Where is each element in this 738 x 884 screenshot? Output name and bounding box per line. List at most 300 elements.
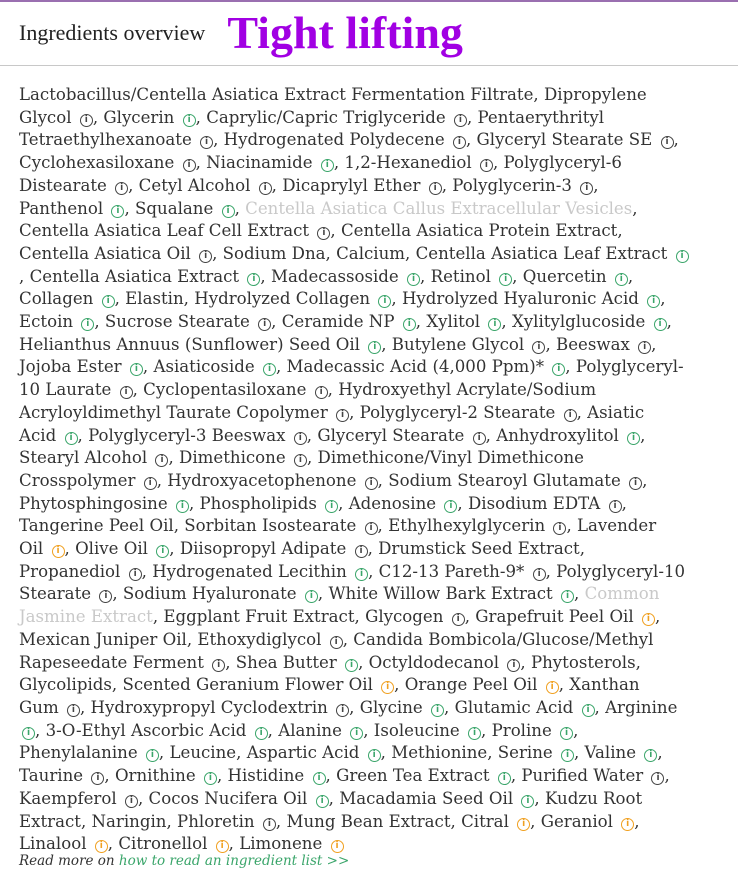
ingredient-item[interactable]	[339, 789, 534, 808]
ingredient-item[interactable]	[282, 176, 442, 195]
info-icon[interactable]: i	[130, 363, 143, 376]
info-icon[interactable]: i	[255, 727, 268, 740]
ingredient-name[interactable]: Anhydroxylitol	[496, 425, 619, 445]
ingredient-name[interactable]: Dipropylene Glycol	[19, 85, 647, 127]
info-icon[interactable]: i	[115, 182, 128, 195]
info-icon[interactable]: i	[647, 295, 660, 308]
ingredient-name[interactable]: Glyceryl Stearate	[317, 425, 465, 445]
ingredient-item[interactable]	[19, 199, 124, 218]
ingredient-name[interactable]: Propanediol	[19, 561, 121, 581]
info-icon[interactable]: i	[638, 341, 651, 354]
ingredient-name[interactable]: Sodium Dna	[222, 243, 326, 263]
ingredient-name[interactable]: Ornithine	[114, 766, 196, 786]
ingredient-name[interactable]: Naringin	[91, 811, 167, 831]
ingredient-name[interactable]: Centella Asiatica Leaf Extract	[415, 243, 668, 263]
ingredient-item[interactable]	[19, 221, 330, 240]
info-icon[interactable]: i	[183, 114, 196, 127]
ingredient-name[interactable]: Asiatic Acid	[19, 402, 645, 445]
ingredient-item[interactable]	[360, 698, 444, 717]
ingredient-item[interactable]	[391, 743, 487, 762]
ingredient-item[interactable]	[541, 812, 634, 831]
ingredient-name[interactable]: Drumstick Seed Extract	[378, 539, 580, 559]
ingredient-name[interactable]: Purified Water	[521, 766, 644, 786]
info-icon[interactable]: i	[561, 590, 574, 603]
ingredient-item[interactable]	[369, 653, 521, 672]
ingredient-name[interactable]: Arginine	[605, 697, 678, 717]
ingredient-name[interactable]: Hydroxyacetophenone	[167, 470, 357, 490]
info-icon[interactable]: i	[22, 727, 35, 740]
ingredient-name[interactable]: Glycine	[359, 697, 423, 717]
ingredient-item[interactable]	[197, 630, 342, 649]
ingredient-item[interactable]	[461, 812, 530, 831]
ingredient-item[interactable]	[271, 267, 420, 286]
ingredient-name[interactable]: Polyglyceryl-10 Stearate	[19, 561, 686, 604]
ingredient-name[interactable]: Methionine	[391, 743, 488, 763]
ingredient-name[interactable]: Sodium Stearoyl Glutamate	[388, 470, 621, 490]
ingredient-name[interactable]: Cocos Nucifera Oil	[148, 788, 308, 808]
info-icon[interactable]: i	[499, 273, 512, 286]
ingredient-name[interactable]: 1,2-Hexanediol	[344, 153, 472, 173]
info-icon[interactable]: i	[468, 727, 481, 740]
ingredient-name[interactable]: Octyldodecanol	[368, 652, 500, 672]
info-icon[interactable]: i	[521, 795, 534, 808]
ingredient-name[interactable]: Taurine	[19, 766, 84, 786]
ingredient-name[interactable]: Lavender Oil	[19, 516, 657, 559]
info-icon[interactable]: i	[651, 772, 664, 785]
ingredient-item[interactable]	[521, 766, 664, 785]
ingredient-item[interactable]	[512, 312, 667, 331]
ingredient-name[interactable]: Butylene Glycol	[391, 334, 525, 354]
ingredient-item[interactable]	[19, 244, 212, 263]
ingredient-name[interactable]: Centella Asiatica Protein Extract	[340, 221, 618, 241]
ingredient-name[interactable]: Mung Bean Extract	[286, 811, 451, 831]
ingredient-item[interactable]	[228, 766, 326, 785]
info-icon[interactable]: i	[488, 318, 501, 331]
ingredient-name[interactable]: Lactobacillus/Centella Asiatica Extract Fermentation Filtrate	[19, 85, 534, 104]
ingredient-item[interactable]	[75, 539, 169, 558]
ingredient-item[interactable]	[19, 562, 142, 581]
info-icon[interactable]: i	[365, 522, 378, 535]
ingredient-name[interactable]: Isoleucine	[373, 720, 460, 740]
ingredient-item[interactable]	[19, 630, 187, 649]
ingredient-item[interactable]	[19, 789, 138, 808]
info-icon[interactable]: i	[247, 273, 260, 286]
ingredient-name[interactable]: Dimethicone/Vinyl Dimethicone Crosspolymer	[19, 448, 584, 490]
ingredient-name[interactable]: Dicaprylyl Ether	[282, 175, 421, 195]
ingredient-item[interactable]	[236, 653, 358, 672]
info-icon[interactable]: i	[621, 818, 634, 831]
info-icon[interactable]: i	[331, 840, 344, 853]
ingredient-item[interactable]	[163, 607, 354, 626]
ingredient-name[interactable]: Sucrose Stearate	[104, 312, 250, 332]
ingredient-name[interactable]: Ethoxydiglycol	[197, 629, 322, 649]
ingredient-name[interactable]: Hydrolyzed Hyaluronic Acid	[401, 289, 639, 309]
ingredient-name[interactable]: Valine	[584, 743, 637, 763]
info-icon[interactable]: i	[321, 159, 334, 172]
ingredient-item[interactable]	[452, 176, 593, 195]
ingredient-item[interactable]	[477, 130, 674, 149]
ingredient-item[interactable]	[88, 426, 307, 445]
info-icon[interactable]: i	[452, 613, 465, 626]
ingredient-name[interactable]: Geraniol	[540, 811, 613, 831]
ingredient-item[interactable]	[19, 494, 189, 513]
ingredient-name[interactable]: Ceramide NP	[281, 312, 395, 332]
info-icon[interactable]: i	[561, 749, 574, 762]
ingredient-name[interactable]: Cyclopentasiloxane	[143, 380, 307, 400]
ingredient-item[interactable]	[523, 267, 628, 286]
info-icon[interactable]: i	[111, 205, 124, 218]
info-icon[interactable]: i	[480, 159, 493, 172]
ingredient-item[interactable]	[492, 721, 574, 740]
info-icon[interactable]: i	[345, 659, 358, 672]
ingredient-name[interactable]: Candida Bombicola/Glucose/Methyl Rapeseedate Ferment	[19, 629, 654, 672]
ingredient-name[interactable]: Mexican Juniper Oil	[19, 629, 187, 649]
ingredient-name[interactable]: Glycogen	[365, 607, 444, 627]
ingredient-name[interactable]: Polyglyceryl-3 Beeswax	[88, 425, 286, 445]
ingredient-item[interactable]	[19, 516, 174, 535]
ingredient-name[interactable]: Hydrolyzed Collagen	[194, 289, 371, 309]
ingredient-name[interactable]: Glyceryl Stearate SE	[476, 130, 653, 150]
info-icon[interactable]: i	[91, 772, 104, 785]
ingredient-name[interactable]: Xanthan Gum	[19, 675, 640, 717]
ingredient-name[interactable]: Ectoin	[19, 312, 74, 332]
info-icon[interactable]: i	[453, 136, 466, 149]
ingredient-name[interactable]: Asiaticoside	[153, 357, 255, 377]
ingredient-name[interactable]: Centella Asiatica Leaf Cell Extract	[19, 221, 310, 241]
info-icon[interactable]: i	[350, 727, 363, 740]
ingredient-name[interactable]: Proline	[491, 720, 552, 740]
ingredient-item[interactable]	[431, 267, 513, 286]
info-icon[interactable]: i	[473, 432, 486, 445]
info-icon[interactable]: i	[336, 704, 349, 717]
ingredient-name[interactable]: Polyglyceryl-10 Laurate	[19, 357, 684, 400]
ingredient-item[interactable]	[282, 312, 416, 331]
ingredient-name[interactable]: Phospholipids	[199, 493, 317, 513]
ingredient-name[interactable]: Hydroxyethyl Acrylate/Sodium Acryloyldimethyl Taurate Copolymer	[19, 380, 597, 422]
ingredient-name[interactable]: Kudzu Root Extract	[19, 788, 643, 831]
ingredient-item[interactable]	[585, 743, 658, 762]
ingredient-name[interactable]: Green Tea Extract	[336, 766, 490, 786]
info-icon[interactable]: i	[156, 545, 169, 558]
info-icon[interactable]: i	[661, 136, 674, 149]
ingredient-item[interactable]	[123, 584, 318, 603]
info-icon[interactable]: i	[263, 363, 276, 376]
info-icon[interactable]: i	[454, 114, 467, 127]
ingredient-item[interactable]	[143, 380, 328, 399]
ingredient-list-guide-link[interactable]: how to read an ingredient list >>	[118, 853, 350, 869]
info-icon[interactable]: i	[216, 840, 229, 853]
info-icon[interactable]: i	[81, 318, 94, 331]
ingredient-item[interactable]	[328, 584, 574, 603]
ingredient-name[interactable]: Leucine	[169, 743, 237, 763]
ingredient-item[interactable]	[365, 607, 465, 626]
info-icon[interactable]: i	[582, 704, 595, 717]
ingredient-name[interactable]: 3-O-Ethyl Ascorbic Acid	[45, 720, 247, 740]
ingredient-name[interactable]: Beeswax	[556, 334, 630, 354]
ingredient-name[interactable]: Adenosine	[348, 493, 437, 513]
ingredient-item[interactable]	[19, 312, 94, 331]
ingredient-name[interactable]: Madecassoside	[270, 266, 399, 286]
ingredient-name[interactable]: Squalane	[135, 198, 214, 218]
ingredient-name[interactable]: Macadamia Seed Oil	[339, 788, 514, 808]
ingredient-name[interactable]: Niacinamide	[206, 153, 313, 173]
ingredient-item[interactable]	[286, 812, 450, 831]
info-icon[interactable]: i	[615, 273, 628, 286]
ingredient-name[interactable]: Calcium	[336, 243, 406, 263]
info-icon[interactable]: i	[315, 386, 328, 399]
ingredient-name[interactable]: Olive Oil	[75, 539, 148, 559]
info-icon[interactable]: i	[316, 795, 329, 808]
ingredient-name[interactable]: Stearyl Alcohol	[19, 448, 148, 468]
info-icon[interactable]: i	[102, 295, 115, 308]
ingredient-name[interactable]: Polyglyceryl-2 Stearate	[359, 402, 556, 422]
ingredient-item[interactable]	[19, 448, 168, 467]
ingredient-name[interactable]: Limonene	[239, 834, 323, 854]
ingredient-name[interactable]: Disodium EDTA	[467, 493, 601, 513]
info-icon[interactable]: i	[560, 727, 573, 740]
info-icon[interactable]: i	[429, 182, 442, 195]
ingredient-item[interactable]	[206, 153, 334, 172]
ingredient-item[interactable]	[135, 199, 235, 218]
ingredient-item[interactable]	[105, 312, 271, 331]
info-icon[interactable]: i	[176, 500, 189, 513]
ingredient-name[interactable]: Phytosterols	[530, 652, 636, 672]
ingredient-name[interactable]: White Willow Bark Extract	[328, 584, 553, 604]
ingredient-name[interactable]: Grapefruit Peel Oil	[475, 607, 634, 627]
ingredient-item[interactable]	[392, 335, 546, 354]
ingredient-name[interactable]: Phytosphingosine	[19, 493, 168, 513]
info-icon[interactable]: i	[146, 749, 159, 762]
ingredient-item[interactable]	[531, 653, 636, 672]
info-icon[interactable]: i	[259, 182, 272, 195]
ingredient-item[interactable]	[19, 834, 108, 853]
info-icon[interactable]: i	[507, 659, 520, 672]
ingredient-item[interactable]	[194, 289, 391, 308]
ingredient-name[interactable]: Linalool	[19, 834, 87, 854]
info-icon[interactable]: i	[609, 500, 622, 513]
ingredient-item[interactable]	[496, 426, 640, 445]
ingredient-item[interactable]	[179, 448, 307, 467]
ingredient-name[interactable]: Histidine	[227, 766, 305, 786]
info-icon[interactable]: i	[532, 341, 545, 354]
ingredient-name[interactable]: Phenylalanine	[19, 743, 138, 763]
info-icon[interactable]: i	[95, 840, 108, 853]
ingredient-name[interactable]: Eggplant Fruit Extract	[163, 607, 355, 627]
info-icon[interactable]: i	[183, 159, 196, 172]
ingredient-item[interactable]	[19, 675, 112, 694]
ingredient-item[interactable]	[152, 562, 368, 581]
ingredient-item[interactable]	[19, 743, 159, 762]
ingredient-item[interactable]	[19, 289, 115, 308]
ingredient-name[interactable]: Panthenol	[19, 198, 104, 218]
info-icon[interactable]: i	[99, 590, 112, 603]
ingredient-item[interactable]	[153, 357, 276, 376]
ingredient-name[interactable]: Collagen	[19, 289, 94, 309]
info-icon[interactable]: i	[546, 681, 559, 694]
ingredient-name[interactable]: Helianthus Annuus (Sunflower) Seed Oil	[19, 334, 360, 354]
info-icon[interactable]: i	[313, 772, 326, 785]
info-icon[interactable]: i	[258, 318, 271, 331]
ingredient-item[interactable]	[115, 766, 217, 785]
ingredient-item[interactable]	[498, 743, 574, 762]
ingredient-item[interactable]	[360, 403, 577, 422]
info-icon[interactable]: i	[294, 454, 307, 467]
ingredient-name[interactable]: Centella Asiatica Extract	[29, 266, 240, 286]
ingredient-item[interactable]	[426, 312, 501, 331]
info-icon[interactable]: i	[498, 772, 511, 785]
ingredient-name[interactable]: Scented Geranium Flower Oil	[122, 675, 373, 695]
info-icon[interactable]: i	[627, 432, 640, 445]
ingredient-item[interactable]	[92, 812, 167, 831]
ingredient-item[interactable]	[125, 289, 184, 308]
info-icon[interactable]: i	[564, 409, 577, 422]
info-icon[interactable]: i	[317, 227, 330, 240]
info-icon[interactable]: i	[155, 454, 168, 467]
ingredient-item[interactable]	[388, 516, 566, 535]
ingredient-item[interactable]	[336, 766, 511, 785]
ingredient-item[interactable]	[278, 721, 363, 740]
ingredient-name[interactable]: Retinol	[430, 266, 491, 286]
ingredient-item[interactable]	[149, 789, 329, 808]
info-icon[interactable]: i	[212, 659, 225, 672]
ingredient-item[interactable]	[223, 244, 326, 263]
ingredient-name[interactable]: Glutamic Acid	[454, 697, 574, 717]
info-icon[interactable]: i	[368, 749, 381, 762]
info-icon[interactable]: i	[533, 568, 546, 581]
ingredient-name[interactable]: Madecassic Acid (4,000 Ppm)*	[286, 357, 544, 377]
info-icon[interactable]: i	[355, 568, 368, 581]
ingredient-name[interactable]: Xylitol	[426, 312, 481, 332]
ingredient-item[interactable]	[139, 176, 272, 195]
ingredient-name[interactable]: Xylitylglucoside	[511, 312, 646, 332]
ingredient-name[interactable]: Phloretin	[177, 811, 255, 831]
ingredient-name[interactable]: Hydrogenated Polydecene	[223, 130, 445, 150]
ingredient-item[interactable]	[416, 244, 689, 263]
info-icon[interactable]: i	[444, 500, 457, 513]
ingredient-item[interactable]	[167, 471, 377, 490]
ingredient-item[interactable]	[341, 221, 617, 240]
ingredient-item[interactable]	[349, 494, 458, 513]
ingredient-item[interactable]	[402, 289, 660, 308]
ingredient-item[interactable]	[19, 357, 143, 376]
ingredient-item[interactable]	[19, 153, 196, 172]
info-icon[interactable]: i	[403, 318, 416, 331]
info-icon[interactable]: i	[222, 205, 235, 218]
ingredient-name[interactable]: Jojoba Ester	[19, 357, 122, 377]
ingredient-item[interactable]	[405, 675, 559, 694]
info-icon[interactable]: i	[676, 250, 689, 263]
ingredient-name[interactable]: Alanine	[278, 720, 342, 740]
ingredient-item[interactable]	[122, 675, 394, 694]
ingredient-item[interactable]	[468, 494, 622, 513]
ingredient-name[interactable]: Hydroxypropyl Cyclodextrin	[90, 697, 328, 717]
ingredient-name[interactable]: Sodium Hyaluronate	[122, 584, 297, 604]
ingredient-name[interactable]: Shea Butter	[235, 652, 337, 672]
info-icon[interactable]: i	[144, 477, 157, 490]
info-icon[interactable]: i	[120, 386, 133, 399]
ingredient-item[interactable]	[19, 85, 533, 104]
info-icon[interactable]: i	[517, 818, 530, 831]
ingredient-item[interactable]	[206, 108, 467, 127]
ingredient-item[interactable]	[19, 766, 104, 785]
ingredient-name[interactable]: Elastin	[125, 289, 184, 309]
info-icon[interactable]: i	[80, 114, 93, 127]
ingredient-item[interactable]	[247, 743, 381, 762]
ingredient-name[interactable]: Diisopropyl Adipate	[179, 539, 347, 559]
ingredient-item[interactable]	[103, 108, 195, 127]
ingredient-item[interactable]	[379, 562, 546, 581]
ingredient-name[interactable]: Centella Asiatica Callus Extracellular Vesicles	[245, 198, 633, 218]
info-icon[interactable]: i	[365, 477, 378, 490]
info-icon[interactable]: i	[431, 704, 444, 717]
ingredient-name[interactable]: Citral	[461, 811, 509, 831]
ingredient-name[interactable]: Aspartic Acid	[246, 743, 360, 763]
ingredient-name[interactable]: Polyglyceryl-6 Distearate	[19, 153, 622, 195]
ingredient-item[interactable]	[388, 471, 642, 490]
ingredient-name[interactable]: Cetyl Alcohol	[138, 175, 251, 195]
ingredient-item[interactable]	[200, 494, 339, 513]
ingredient-name[interactable]: Hydrogenated Lecithin	[152, 561, 347, 581]
ingredient-name[interactable]: Centella Asiatica Oil	[19, 243, 191, 263]
info-icon[interactable]: i	[199, 250, 212, 263]
ingredient-name[interactable]: Glycolipids	[19, 675, 112, 695]
ingredient-item[interactable]	[224, 130, 466, 149]
ingredient-name[interactable]: Citronellol	[118, 834, 208, 854]
info-icon[interactable]: i	[336, 409, 349, 422]
ingredient-item[interactable]	[46, 721, 268, 740]
info-icon[interactable]: i	[294, 432, 307, 445]
info-icon[interactable]: i	[629, 477, 642, 490]
info-icon[interactable]: i	[642, 613, 655, 626]
info-icon[interactable]: i	[552, 363, 565, 376]
info-icon[interactable]: i	[125, 795, 138, 808]
info-icon[interactable]: i	[355, 545, 368, 558]
ingredient-name[interactable]: Serine	[497, 743, 553, 763]
ingredient-item[interactable]	[169, 743, 236, 762]
info-icon[interactable]: i	[129, 568, 142, 581]
ingredient-item[interactable]	[180, 539, 368, 558]
info-icon[interactable]: i	[330, 636, 343, 649]
info-icon[interactable]: i	[378, 295, 391, 308]
ingredient-item[interactable]	[374, 721, 481, 740]
ingredient-name[interactable]: Caprylic/Capric Triglyceride	[206, 107, 446, 127]
ingredient-name[interactable]: Polyglycerin-3	[452, 175, 572, 195]
ingredient-name[interactable]: Dimethicone	[179, 448, 286, 468]
ingredient-name[interactable]: Cyclohexasiloxane	[19, 153, 175, 173]
info-icon[interactable]: i	[654, 318, 667, 331]
info-icon[interactable]: i	[52, 545, 65, 558]
info-icon[interactable]: i	[407, 273, 420, 286]
ingredient-item[interactable]	[91, 698, 350, 717]
info-icon[interactable]: i	[65, 432, 78, 445]
ingredient-name[interactable]: Quercetin	[522, 266, 607, 286]
ingredient-item[interactable]	[30, 267, 261, 286]
ingredient-name[interactable]: Kaempferol	[19, 788, 117, 808]
ingredient-item[interactable]	[344, 153, 493, 172]
ingredient-item[interactable]	[177, 812, 276, 831]
ingredient-item[interactable]	[19, 335, 381, 354]
info-icon[interactable]: i	[644, 749, 657, 762]
ingredient-name[interactable]: Sorbitan Isostearate	[184, 516, 357, 536]
info-icon[interactable]: i	[200, 136, 213, 149]
ingredient-name[interactable]: Common Jasmine Extract	[19, 584, 660, 627]
info-icon[interactable]: i	[204, 772, 217, 785]
ingredient-item[interactable]	[239, 834, 343, 853]
info-icon[interactable]: i	[580, 182, 593, 195]
ingredient-item[interactable]	[184, 516, 377, 535]
ingredient-name[interactable]: Pentaerythrityl Tetraethylhexanoate	[19, 107, 605, 150]
ingredient-name[interactable]: Tangerine Peel Oil	[19, 516, 174, 536]
